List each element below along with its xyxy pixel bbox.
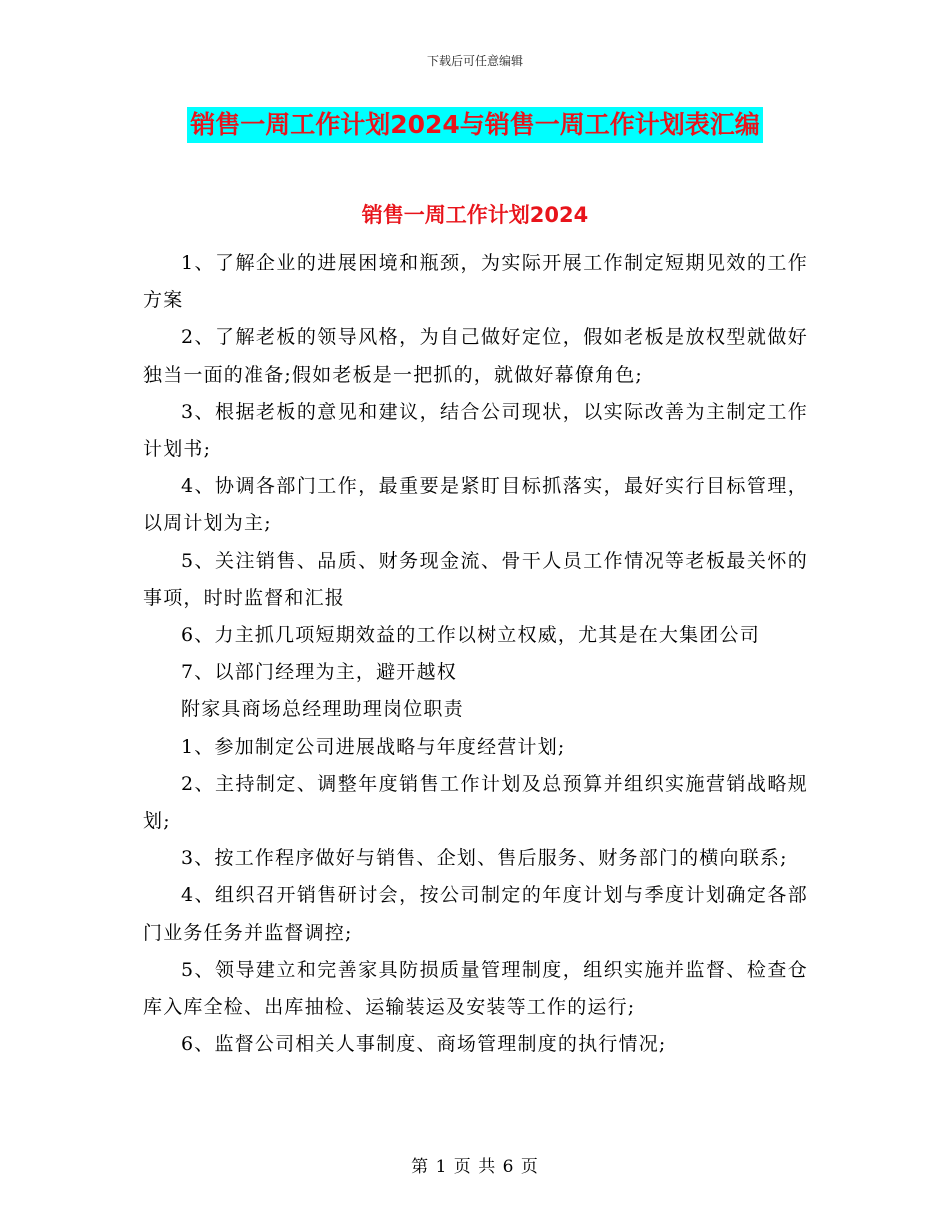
- document-title: [0, 107, 950, 143]
- paragraph: 3、根据老板的意见和建议，结合公司现状，以实际改善为主制定工作计划书;: [143, 400, 808, 461]
- paragraph: 5、关注销售、品质、财务现金流、骨干人员工作情况等老板最关怀的事项，时时监督和汇报: [143, 549, 808, 609]
- paragraph: 1、参加制定公司进展战略与年度经营计划;: [181, 735, 566, 758]
- paragraph: 6、力主抓几项短期效益的工作以树立权威，尤其是在大集团公司: [181, 624, 760, 647]
- document-title-text: 销售一周工作计划2024与销售一周工作计划表汇编: [187, 107, 763, 143]
- paragraph: 4、协调各部门工作，最重要是紧盯目标抓落实，最好实行目标管理，以周计划为主;: [143, 475, 808, 535]
- paragraph: 1、了解企业的进展困境和瓶颈，为实际开展工作制定短期见效的工作方案: [143, 252, 808, 312]
- header-note: 下载后可任意编辑: [426, 54, 523, 68]
- paragraph: 7、以部门经理为主，避开越权: [181, 661, 457, 684]
- paragraph: 2、了解老板的领导风格，为自己做好定位，假如老板是放权型就做好独当一面的准备;假如老板是一把抓的，就做好幕僚角色;: [143, 326, 808, 386]
- paragraph: 5、领导建立和完善家具防损质量管理制度，组织实施并监督、检查仓库入库全检、出库抽检、运输装运及安装等工作的运行;: [143, 958, 808, 1019]
- document-body: [143, 245, 808, 1063]
- paragraph: 附家具商场总经理助理岗位职责: [181, 698, 464, 721]
- paragraph: 6、监督公司相关人事制度、商场管理制度的执行情况;: [181, 1033, 667, 1056]
- page-number: 第 1 页 共 6 页: [411, 1157, 539, 1177]
- paragraph: 4、组织召开销售研讨会，按公司制定的年度计划与季度计划确定各部门业务任务并监督调控;: [143, 884, 808, 944]
- paragraph: 3、按工作程序做好与销售、企划、售后服务、财务部门的横向联系;: [181, 847, 788, 870]
- paragraph: 2、主持制定、调整年度销售工作计划及总预算并组织实施营销战略规划;: [143, 772, 808, 833]
- section-title: 销售一周工作计划2024: [361, 203, 589, 227]
